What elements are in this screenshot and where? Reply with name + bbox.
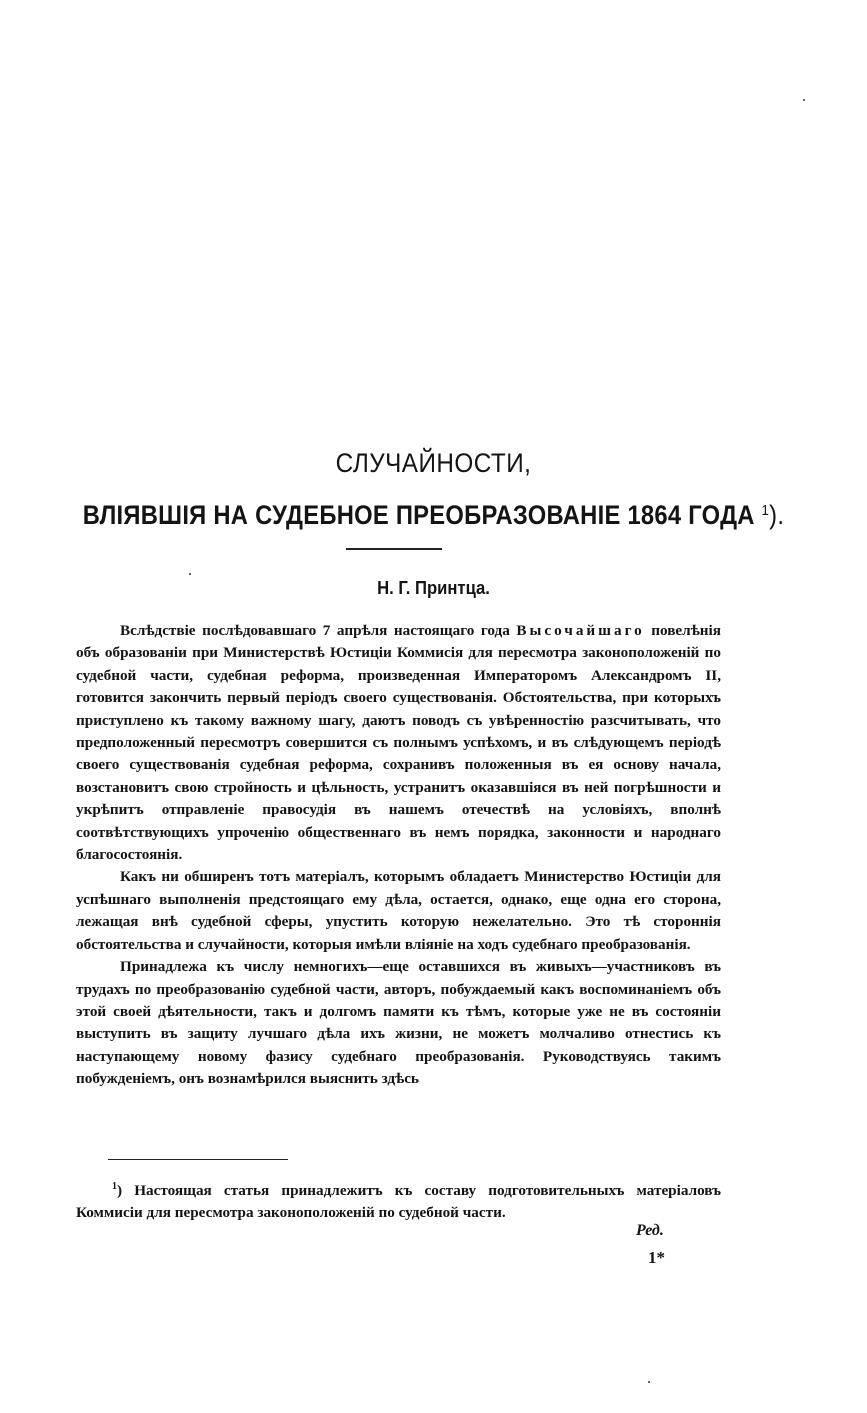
article-subtitle bbox=[52, 500, 815, 531]
footnote-editor-mark: Ред. bbox=[636, 1222, 664, 1239]
paragraph-1-rest: повелѣнія объ образованіи при Министерствѣ Юстиціи Коммисія для пересмотра законоположеній по судебной части, судебная реформа, произведенная Императоромъ Александромъ II, готовится закончить первый періодъ своего существованія. Обстоятельства, при которыхъ приступлено къ такому важному шагу, даютъ поводъ съ увѣренностію разсчитывать, что предположенный пересмотръ совершится съ полнымъ успѣхомъ, и въ слѣдующемъ періодѣ своего существованія судебная реформа, сохранивъ положенныя въ ея основу начала, возстановитъ свою стройность и цѣльность, устранитъ оказавшіяся въ ней погрѣшности и укрѣпитъ отправленіе правосудія въ нашемъ отечествѣ на условіяхъ, вполнѣ соотвѣтствующихъ упроченію общественнаго въ немъ порядка, законности и народнаго благосостоянія. bbox=[76, 622, 721, 864]
article-body bbox=[76, 620, 721, 1091]
paragraph-1 bbox=[76, 620, 721, 866]
paragraph-1-spaced-word: Высочайшаго bbox=[516, 622, 645, 639]
paragraph-3: Принадлежа къ числу немногихъ—еще оставшихся въ живыхъ—участниковъ въ трудахъ по преобразованію судебной части, авторъ, побуждаемый какъ воспоминаніемъ объ этой своей дѣятельности, такъ и долгомъ памяти къ тѣмъ, которые уже не въ состояніи выступить въ защиту лучшаго дѣла ихъ жизни, не можетъ молчаливо отнестись къ наступающему новому фазису судебнаго преобразованія. Руководствуясь такимъ побужденіемъ, онъ вознамѣрился выяснить здѣсь bbox=[76, 958, 721, 1088]
page-signature: 1* bbox=[648, 1248, 665, 1267]
footnote-text: ) Настоящая статья принадлежитъ къ составу подготовительныхъ матеріаловъ Коммисіи для пересмотра законоположеній по судебной части. bbox=[76, 1182, 721, 1221]
footnote-divider bbox=[108, 1159, 288, 1160]
article-author: Н. Г. Принтца. bbox=[377, 577, 490, 598]
subtitle-close: ). bbox=[769, 500, 785, 530]
footnote bbox=[76, 1176, 721, 1224]
subtitle-footnote-mark[interactable]: 1 bbox=[761, 502, 770, 519]
title-divider bbox=[346, 548, 442, 550]
scan-speck bbox=[189, 573, 191, 575]
footnote-mark: 1 bbox=[112, 1181, 117, 1192]
paragraph-1-start: Вслѣдствіе послѣдовавшаго 7 апрѣля настоящаго года bbox=[120, 622, 517, 639]
scan-speck bbox=[648, 1381, 650, 1383]
article-title: СЛУЧАЙНОСТИ, bbox=[335, 448, 532, 478]
subtitle-text: ВЛІЯВШІЯ НА СУДЕБНОЕ ПРЕОБРАЗОВАНІЕ 1864 ГОДА bbox=[82, 500, 755, 530]
paragraph-2: Какъ ни обширенъ тотъ матеріалъ, которымъ обладаетъ Министерство Юстиціи для успѣшнаго выполненія предстоящаго ему дѣла, остается, однако, еще одна его сторона, лежащая внѣ судебной сферы, упустить которую нежелательно. Это тѣ стороннія обстоятельства и случайности, которыя имѣли вліяніе на ходъ судебнаго преобразованія. bbox=[76, 868, 721, 953]
scan-speck bbox=[803, 99, 805, 101]
